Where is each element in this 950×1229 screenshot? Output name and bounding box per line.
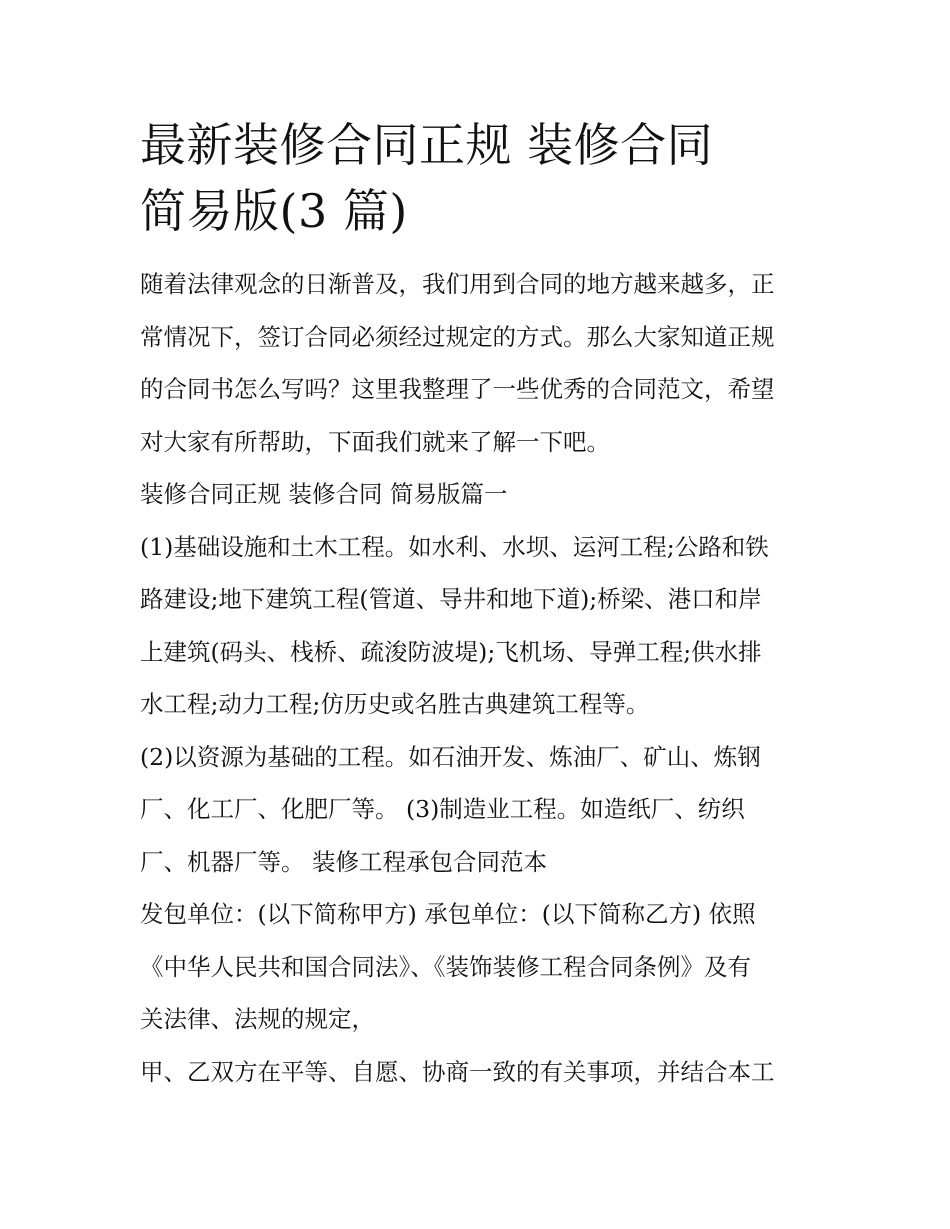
title-line-2: 简易版(3 篇) (140, 184, 408, 238)
document-page (140, 112, 812, 1098)
section-heading (140, 468, 812, 521)
contract-line: 关法律、法规的规定， (140, 1005, 375, 1033)
title-line-1: 最新装修合同正规 装修合同 (140, 118, 714, 172)
item-1-line: 水工程;动力工程;仿历史或名胜古典建筑工程等。 (140, 690, 650, 718)
item-1-line: (1)基础设施和土木工程。如水利、水坝、运河工程;公路和铁 (140, 532, 769, 561)
item-2-line: 厂、化工厂、化肥厂等。 (3)制造业工程。如造纸厂、纺织 (140, 795, 745, 823)
contract-line: 《中华人民共和国合同法》、《装饰装修工程合同条例》及有 (140, 952, 751, 981)
contract-paragraph (140, 888, 812, 1098)
intro-line: 对大家有所帮助，下面我们就来了解一下吧。 (140, 427, 610, 456)
contract-line: 发包单位：(以下简称甲方) 承包单位：(以下简称乙方) 依照 (140, 900, 756, 928)
intro-line: 随着法律观念的日渐普及，我们用到合同的地方越来越多，正 (140, 270, 775, 298)
intro-line: 常情况下，签订合同必须经过规定的方式。那么大家知道正规 (140, 322, 775, 351)
contract-line: 甲、乙双方在平等、自愿、协商一致的有关事项，并结合本工 (140, 1057, 775, 1086)
section-heading-text: 装修合同正规 装修合同 简易版篇一 (140, 480, 508, 508)
item-2-paragraph (140, 731, 812, 889)
item-2-line: (2)以资源为基础的工程。如石油开发、炼油厂、矿山、炼钢 (140, 742, 761, 771)
intro-line: 的合同书怎么写吗？这里我整理了一些优秀的合同范文，希望 (140, 375, 775, 403)
item-1-line: 路建设;地下建筑工程(管道、导井和地下道);桥梁、港口和岸 (140, 585, 762, 613)
document-title (140, 112, 812, 244)
intro-paragraph (140, 258, 812, 468)
item-1-line: 上建筑(码头、栈桥、疏浚防波堤);飞机场、导弹工程;供水排 (140, 637, 762, 666)
item-2-line: 厂、机器厂等。 装修工程承包合同范本 (140, 847, 547, 876)
item-1-paragraph (140, 521, 812, 731)
